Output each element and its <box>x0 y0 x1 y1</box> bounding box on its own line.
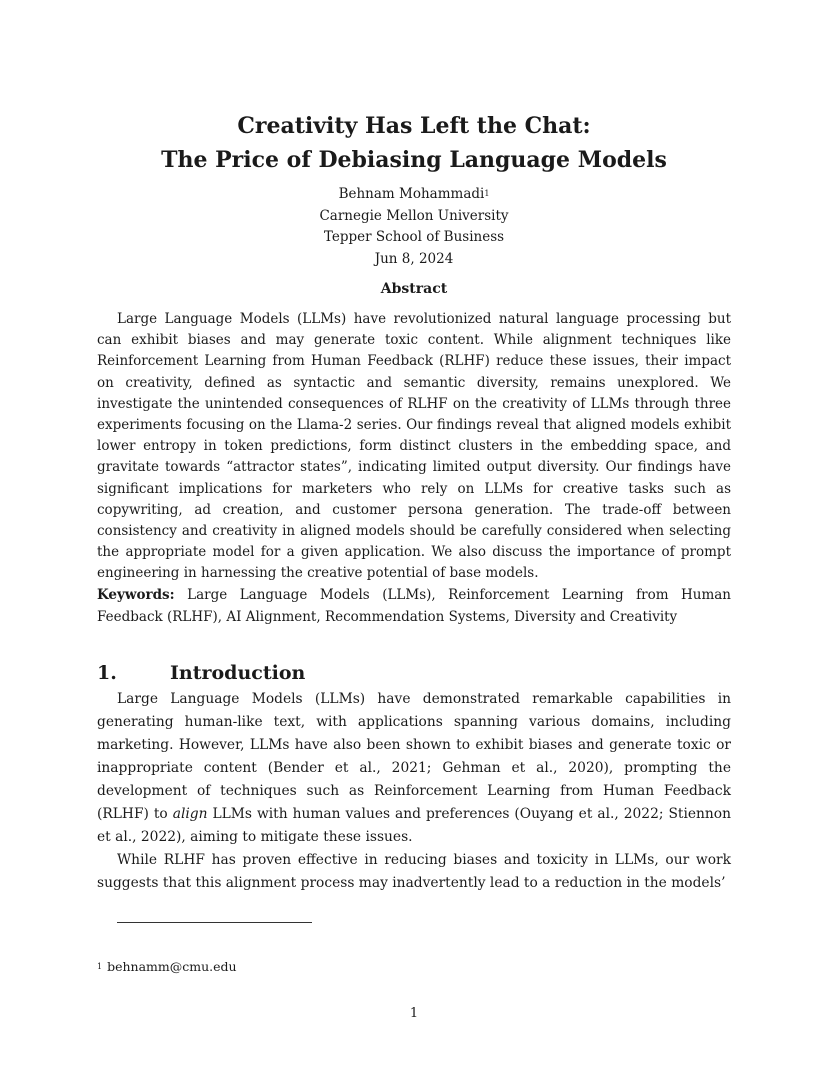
abstract-heading: Abstract <box>380 281 448 297</box>
intro-paragraph-1-part-2: LLMs with human values and preferences (Ouyang et al., 2022; Stiennon et al., 2022), aiming to mitigate these issues. <box>97 806 731 845</box>
section-title: Introduction <box>170 662 306 684</box>
section-number: 1. <box>97 662 117 684</box>
author-affiliation: Carnegie Mellon University <box>319 207 509 224</box>
footnote-divider <box>117 922 312 923</box>
section-heading-introduction <box>97 659 731 687</box>
abstract-text: Large Language Models (LLMs) have revolutionized natural language processing but can exhibit biases and may generate toxic content. While alignment techniques like Reinforcement Learning from Human Feedback (RLHF) reduce these issues, their impact on creativity, defined as syntactic and semantic diversity, remains unexplored. We investigate the unintended consequences of RLHF on the creativity of LLMs through three experiments focusing on the Llama-2 series. Our findings reveal that aligned models exhibit lower entropy in token predictions, form distinct clusters in the embedding space, and gravitate towards “attractor states”, indicating limited output diversity. Our findings have significant implications for marketers who rely on LLMs for creative tasks such as copywriting, ad creation, and customer persona generation. The trade-off between consistency and creativity in aligned models should be carefully considered when selecting the appropriate model for a given application. We also discuss the importance of prompt engineering in harnessing the creative potential of base models. <box>97 311 731 582</box>
footnote-marker: 1 <box>97 962 103 971</box>
intro-paragraph-1-italic: align <box>172 806 208 822</box>
author-footnote-marker: 1 <box>484 189 490 198</box>
keywords-paragraph <box>97 585 731 628</box>
author-name: Behnam Mohammadi <box>338 186 485 202</box>
intro-paragraph-1-part-1: Large Language Models (LLMs) have demonstrated remarkable capabilities in generating human-like text, with applications spanning various domains, including marketing. However, LLMs have also been shown to exhibit biases and generate toxic or inappropriate content (Bender et al., 2021; Gehman et al., 2020), prompting the development of techniques such as Reinforcement Learning from Human Feedback (RLHF) to <box>97 691 731 822</box>
author-name-line <box>0 184 828 206</box>
footnote <box>97 958 237 976</box>
intro-paragraph-1 <box>97 688 731 849</box>
title-line-2: The Price of Debiasing Language Models <box>161 147 667 173</box>
author-block <box>0 184 828 270</box>
footnote-email: behnamm@cmu.edu <box>107 959 237 974</box>
title-line-1: Creativity Has Left the Chat: <box>237 113 591 139</box>
intro-paragraph-2: While RLHF has proven effective in reducing biases and toxicity in LLMs, our work suggests that this alignment process may inadvertently lead to a reduction in the models’ <box>97 852 731 891</box>
paper-title <box>0 109 828 177</box>
author-school: Tepper School of Business <box>323 229 505 245</box>
keywords-label: Keywords: <box>97 587 175 603</box>
keywords-text: Large Language Models (LLMs), Reinforcement Learning from Human Feedback (RLHF), AI Alignment, Recommendation Systems, Diversity and Creativity <box>97 587 732 625</box>
page-number: 1 <box>409 1006 419 1021</box>
paper-date: Jun 8, 2024 <box>374 250 454 267</box>
